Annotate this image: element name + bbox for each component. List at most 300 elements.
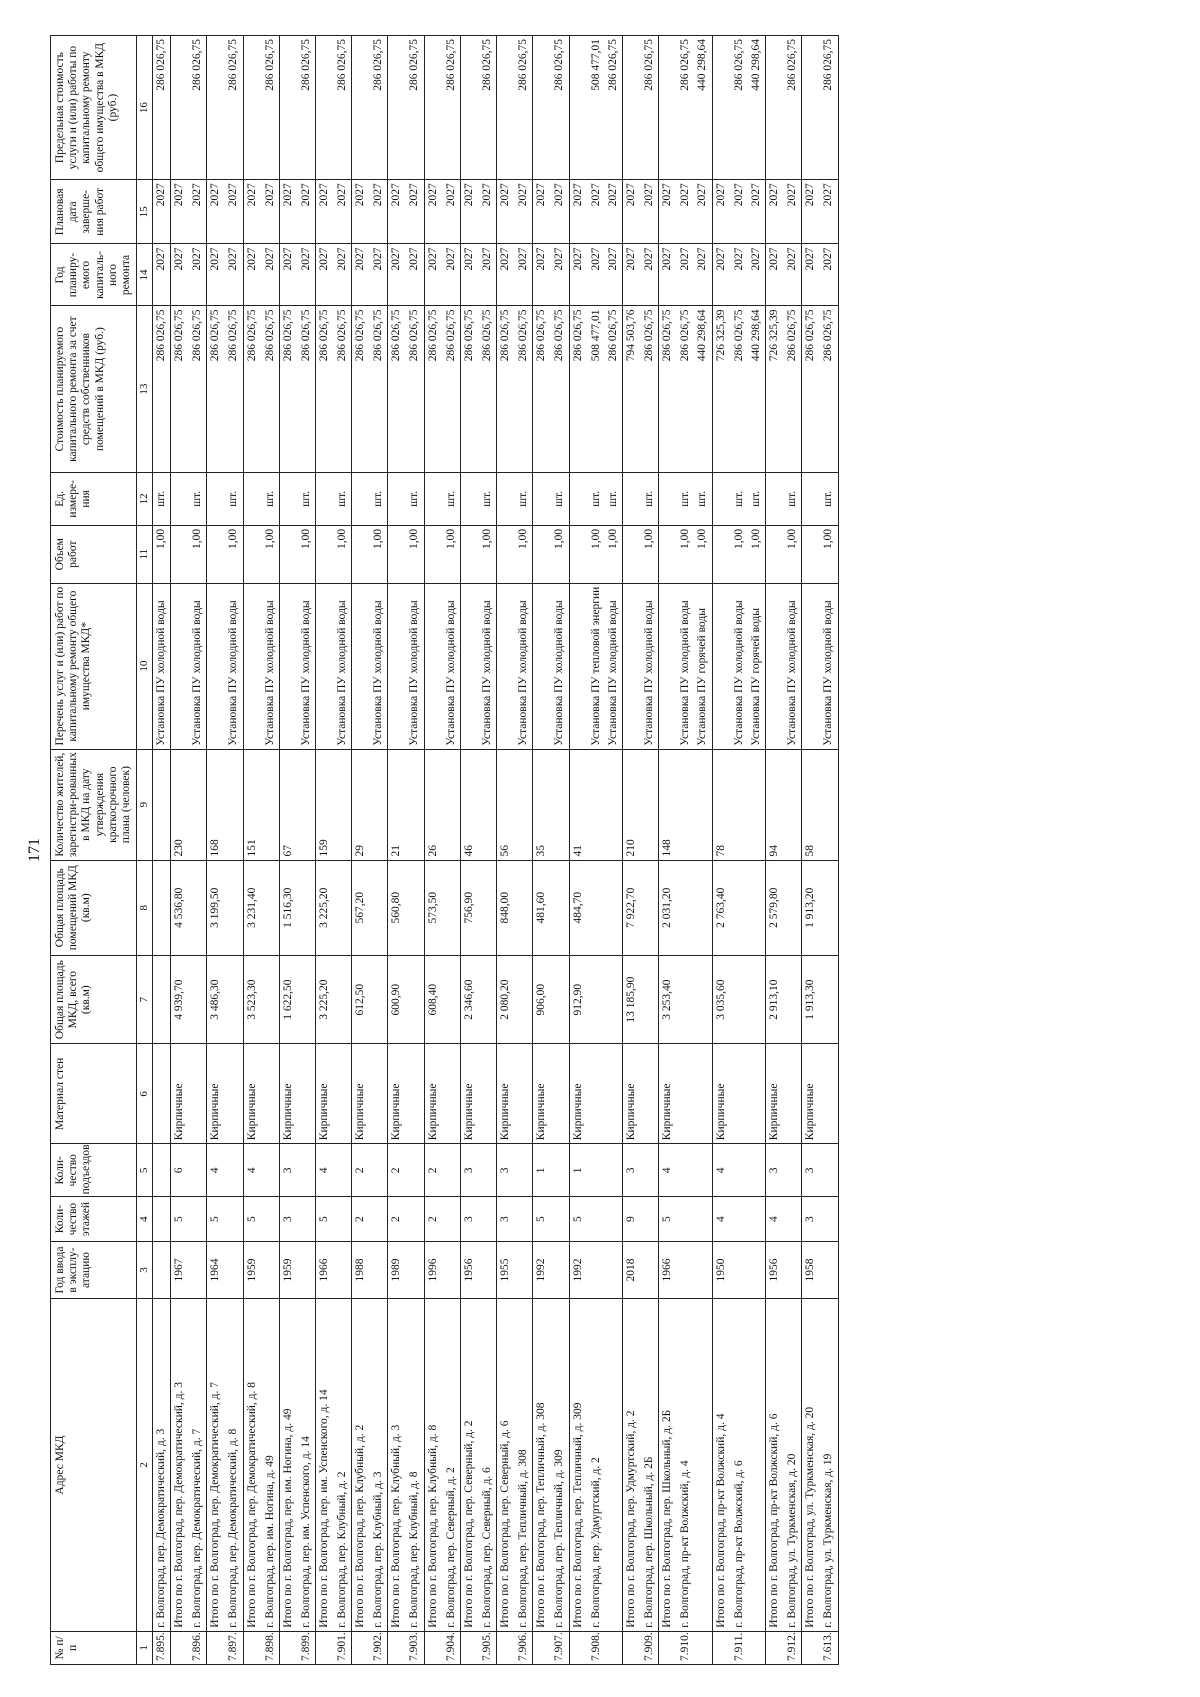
cell-entrances: 3 xyxy=(279,1144,298,1197)
column-header-3: Год ввода в эксплу-атацию xyxy=(51,1241,137,1299)
cell-entrances: 2 xyxy=(352,1144,371,1197)
cell-floors xyxy=(641,1197,659,1241)
cell-area-premises: 573,50 xyxy=(424,860,443,955)
cell-entrances: 1 xyxy=(569,1144,588,1197)
cell-unit xyxy=(802,472,821,525)
column-number-8: 8 xyxy=(137,860,153,955)
cell-work: Установка ПУ холодной воды xyxy=(605,583,623,749)
table-row xyxy=(605,36,623,1665)
cell-volume: 1,00 xyxy=(748,525,766,583)
cell-work: Установка ПУ холодной воды xyxy=(731,583,748,749)
cell-plan-year: 2027 xyxy=(189,244,207,306)
cell-residents xyxy=(784,749,802,860)
cell-area-total xyxy=(820,955,838,1044)
cell-residents: 78 xyxy=(712,749,731,860)
cell-end-date: 2027 xyxy=(152,180,170,244)
header-row xyxy=(51,36,137,1665)
cell-material xyxy=(605,1044,623,1144)
cell-plan-year: 2027 xyxy=(677,244,694,306)
column-number-16: 16 xyxy=(137,36,153,180)
cell-year: 1956 xyxy=(766,1241,785,1299)
total-row xyxy=(207,36,226,1665)
cell-limit: 286 026,75 xyxy=(370,36,388,180)
cell-address: Итого по г. Волгоград, пер. Северный, д. 2 xyxy=(460,1299,479,1631)
total-row xyxy=(243,36,262,1665)
cell-area-total xyxy=(262,955,280,1044)
cell-unit xyxy=(623,472,642,525)
cell-area-total xyxy=(479,955,497,1044)
cell-area-total xyxy=(515,955,533,1044)
cell-area-total xyxy=(298,955,316,1044)
cell-unit: шт. xyxy=(820,472,838,525)
cell-address: г. Волгоград, пер. Тепличный, д. 308 xyxy=(515,1299,533,1631)
cell-year: 1966 xyxy=(659,1241,678,1299)
cell-floors xyxy=(551,1197,569,1241)
cell-work xyxy=(279,583,298,749)
cell-unit xyxy=(207,472,226,525)
cell-residents: 56 xyxy=(497,749,516,860)
cell-entrances: 3 xyxy=(766,1144,785,1197)
cell-volume xyxy=(533,525,552,583)
table-row xyxy=(262,36,280,1665)
cell-plan-year: 2027 xyxy=(316,244,335,306)
column-number-3: 3 xyxy=(137,1241,153,1299)
cell-cost: 286 026,75 xyxy=(731,306,748,472)
cell-residents xyxy=(641,749,659,860)
cell-unit xyxy=(659,472,678,525)
column-number-12: 12 xyxy=(137,472,153,525)
cell-volume: 1,00 xyxy=(298,525,316,583)
cell-n xyxy=(533,1631,552,1664)
cell-residents: 168 xyxy=(207,749,226,860)
cell-cost: 286 026,75 xyxy=(316,306,335,472)
cell-area-total xyxy=(406,955,424,1044)
cell-limit: 286 026,75 xyxy=(551,36,569,180)
cell-unit: шт. xyxy=(694,472,712,525)
cell-volume xyxy=(316,525,335,583)
cell-year xyxy=(262,1241,280,1299)
cell-floors xyxy=(515,1197,533,1241)
cell-plan-year: 2027 xyxy=(802,244,821,306)
cell-cost: 286 026,75 xyxy=(820,306,838,472)
cell-year: 1992 xyxy=(569,1241,588,1299)
cell-end-date: 2027 xyxy=(171,180,190,244)
cell-address: Итого по г. Волгоград, пер. Тепличный, д. 308 xyxy=(533,1299,552,1631)
cell-entrances xyxy=(370,1144,388,1197)
cell-address xyxy=(748,1299,766,1631)
cell-floors: 4 xyxy=(712,1197,731,1241)
cell-n xyxy=(659,1631,678,1664)
cell-end-date: 2027 xyxy=(659,180,678,244)
cell-address: г. Волгоград, пер. Северный, д. 6 xyxy=(479,1299,497,1631)
cell-end-date: 2027 xyxy=(279,180,298,244)
cell-year xyxy=(370,1241,388,1299)
cell-area-premises: 848,00 xyxy=(497,860,516,955)
cell-area-premises xyxy=(694,860,712,955)
total-row xyxy=(424,36,443,1665)
cell-area-premises xyxy=(748,860,766,955)
cell-volume: 1,00 xyxy=(443,525,461,583)
cell-material: Кирпичные xyxy=(243,1044,262,1144)
cell-limit: 286 026,75 xyxy=(298,36,316,180)
cell-area-premises xyxy=(731,860,748,955)
cell-limit xyxy=(623,36,642,180)
cell-entrances: 6 xyxy=(171,1144,190,1197)
column-header-12: Ед. измере-ния xyxy=(51,472,137,525)
cell-material: Кирпичные xyxy=(533,1044,552,1144)
cell-plan-year: 2027 xyxy=(298,244,316,306)
cell-limit: 286 026,75 xyxy=(515,36,533,180)
cell-year xyxy=(479,1241,497,1299)
cell-n xyxy=(802,1631,821,1664)
cell-plan-year: 2027 xyxy=(497,244,516,306)
column-header-16: Предельная стоимость услуги и (или) работы по капитальному ремонту общего имущества в МКД (руб.) xyxy=(51,36,137,180)
cell-material xyxy=(588,1044,605,1144)
cell-work xyxy=(388,583,407,749)
cell-cost: 794 503,76 xyxy=(623,306,642,472)
cell-entrances: 2 xyxy=(424,1144,443,1197)
cell-material: Кирпичные xyxy=(569,1044,588,1144)
cell-plan-year: 2027 xyxy=(784,244,802,306)
cell-volume xyxy=(388,525,407,583)
cell-work: Установка ПУ холодной воды xyxy=(515,583,533,749)
table-body xyxy=(152,36,838,1665)
cell-area-total xyxy=(694,955,712,1044)
cell-floors: 2 xyxy=(388,1197,407,1241)
cell-floors: 2 xyxy=(352,1197,371,1241)
cell-cost: 726 325,39 xyxy=(712,306,731,472)
cell-volume: 1,00 xyxy=(588,525,605,583)
cell-entrances: 4 xyxy=(659,1144,678,1197)
cell-year: 1955 xyxy=(497,1241,516,1299)
cell-floors xyxy=(189,1197,207,1241)
cell-address: г. Волгоград, ул. Туркменская, д. 19 xyxy=(820,1299,838,1631)
cell-residents: 151 xyxy=(243,749,262,860)
cell-plan-year: 2027 xyxy=(731,244,748,306)
cell-residents: 58 xyxy=(802,749,821,860)
cell-n: 7.909. xyxy=(641,1631,659,1664)
cell-n xyxy=(497,1631,516,1664)
cell-unit: шт. xyxy=(152,472,170,525)
cell-limit xyxy=(497,36,516,180)
cell-area-total: 608,40 xyxy=(424,955,443,1044)
cell-material: Кирпичные xyxy=(388,1044,407,1144)
cell-cost: 286 026,75 xyxy=(677,306,694,472)
cell-limit: 286 026,75 xyxy=(225,36,243,180)
cell-n: 7.907. xyxy=(551,1631,569,1664)
total-row xyxy=(802,36,821,1665)
cell-residents: 46 xyxy=(460,749,479,860)
cell-end-date: 2027 xyxy=(533,180,552,244)
cell-address: г. Волгоград, пер. Тепличный, д. 309 xyxy=(551,1299,569,1631)
cell-residents xyxy=(677,749,694,860)
cell-area-total xyxy=(334,955,352,1044)
cell-unit: шт. xyxy=(370,472,388,525)
cell-material: Кирпичные xyxy=(766,1044,785,1144)
cell-n: 7.908. xyxy=(588,1631,605,1664)
cell-n: 7.898. xyxy=(262,1631,280,1664)
cell-year: 2018 xyxy=(623,1241,642,1299)
cell-unit: шт. xyxy=(731,472,748,525)
cell-address: г. Волгоград, пер. Клубный, д. 3 xyxy=(370,1299,388,1631)
cell-floors: 3 xyxy=(802,1197,821,1241)
cell-area-total: 612,50 xyxy=(352,955,371,1044)
cell-floors xyxy=(784,1197,802,1241)
cell-area-total: 2 913,10 xyxy=(766,955,785,1044)
cell-year: 1989 xyxy=(388,1241,407,1299)
column-header-4: Коли-чество этажей xyxy=(51,1197,137,1241)
table-row xyxy=(588,36,605,1665)
cell-n xyxy=(171,1631,190,1664)
cell-material xyxy=(189,1044,207,1144)
cell-plan-year: 2027 xyxy=(460,244,479,306)
cell-material: Кирпичные xyxy=(659,1044,678,1144)
total-row xyxy=(497,36,516,1665)
cell-volume: 1,00 xyxy=(605,525,623,583)
cell-floors: 5 xyxy=(316,1197,335,1241)
cell-work xyxy=(802,583,821,749)
cell-area-premises xyxy=(588,860,605,955)
cell-work: Установка ПУ холодной воды xyxy=(262,583,280,749)
cell-volume: 1,00 xyxy=(225,525,243,583)
cell-end-date: 2027 xyxy=(802,180,821,244)
cell-unit: шт. xyxy=(298,472,316,525)
cell-cost: 286 026,75 xyxy=(605,306,623,472)
cell-area-total: 3 253,40 xyxy=(659,955,678,1044)
cell-cost: 286 026,75 xyxy=(641,306,659,472)
cell-volume xyxy=(460,525,479,583)
cell-cost: 286 026,75 xyxy=(225,306,243,472)
table-row xyxy=(152,36,170,1665)
cell-work: Установка ПУ горячей воды xyxy=(694,583,712,749)
cell-end-date: 2027 xyxy=(588,180,605,244)
cell-work xyxy=(712,583,731,749)
cell-end-date: 2027 xyxy=(748,180,766,244)
cell-n xyxy=(605,1631,623,1664)
cell-work: Установка ПУ холодной воды xyxy=(443,583,461,749)
cell-address: Итого по г. Волгоград, пер. Школьный, д. 2Б xyxy=(659,1299,678,1631)
cell-n: 7.901. xyxy=(334,1631,352,1664)
cell-cost: 286 026,75 xyxy=(424,306,443,472)
column-number-15: 15 xyxy=(137,180,153,244)
cell-address: Итого по г. Волгоград, пер. Демократический, д. 8 xyxy=(243,1299,262,1631)
cell-volume xyxy=(171,525,190,583)
column-header-15: Плановая дата заверше-ния работ xyxy=(51,180,137,244)
cell-unit: шт. xyxy=(784,472,802,525)
cell-floors xyxy=(262,1197,280,1241)
cell-limit: 286 026,75 xyxy=(605,36,623,180)
column-number-4: 4 xyxy=(137,1197,153,1241)
cell-end-date: 2027 xyxy=(388,180,407,244)
cell-cost: 286 026,75 xyxy=(388,306,407,472)
cell-material xyxy=(443,1044,461,1144)
cell-area-total: 2 346,60 xyxy=(460,955,479,1044)
cell-cost: 286 026,75 xyxy=(406,306,424,472)
cell-cost: 286 026,75 xyxy=(370,306,388,472)
total-row xyxy=(712,36,731,1665)
cell-residents xyxy=(406,749,424,860)
cell-unit xyxy=(243,472,262,525)
cell-unit: шт. xyxy=(189,472,207,525)
cell-n: 7.904. xyxy=(443,1631,461,1664)
cell-address: Итого по г. Волгоград, пер. Тепличный, д. 309 xyxy=(569,1299,588,1631)
cell-work xyxy=(316,583,335,749)
cell-work xyxy=(623,583,642,749)
cell-address xyxy=(694,1299,712,1631)
cell-area-premises: 7 922,70 xyxy=(623,860,642,955)
cell-floors: 5 xyxy=(171,1197,190,1241)
table-row xyxy=(694,36,712,1665)
cell-cost: 726 325,39 xyxy=(766,306,785,472)
table-row xyxy=(443,36,461,1665)
cell-volume: 1,00 xyxy=(152,525,170,583)
cell-plan-year: 2027 xyxy=(279,244,298,306)
cell-work xyxy=(243,583,262,749)
cell-address: г. Волгоград, пер. Клубный, д. 8 xyxy=(406,1299,424,1631)
cell-plan-year: 2027 xyxy=(641,244,659,306)
cell-address: Итого по г. Волгоград, пер. Удмуртский, д. 2 xyxy=(623,1299,642,1631)
cell-unit: шт. xyxy=(605,472,623,525)
cell-cost: 286 026,75 xyxy=(551,306,569,472)
cell-end-date: 2027 xyxy=(694,180,712,244)
cell-area-premises: 3 199,50 xyxy=(207,860,226,955)
cell-n xyxy=(569,1631,588,1664)
cell-work: Установка ПУ холодной воды xyxy=(479,583,497,749)
cell-volume xyxy=(424,525,443,583)
cell-plan-year: 2027 xyxy=(388,244,407,306)
cell-work: Установка ПУ холодной воды xyxy=(551,583,569,749)
cell-volume: 1,00 xyxy=(677,525,694,583)
cell-floors xyxy=(152,1197,170,1241)
cell-cost: 286 026,75 xyxy=(189,306,207,472)
cell-year: 1959 xyxy=(279,1241,298,1299)
cell-year xyxy=(784,1241,802,1299)
cell-volume xyxy=(569,525,588,583)
cell-area-total: 1 622,50 xyxy=(279,955,298,1044)
cell-volume: 1,00 xyxy=(406,525,424,583)
table-row xyxy=(551,36,569,1665)
cell-n xyxy=(766,1631,785,1664)
cell-area-premises xyxy=(515,860,533,955)
cell-entrances xyxy=(820,1144,838,1197)
cell-area-total xyxy=(370,955,388,1044)
cell-unit: шт. xyxy=(677,472,694,525)
cell-limit: 286 026,75 xyxy=(152,36,170,180)
cell-address: г. Волгоград, пер. Удмуртский, д. 2 xyxy=(588,1299,605,1631)
cell-material: Кирпичные xyxy=(802,1044,821,1144)
cell-cost: 286 026,75 xyxy=(207,306,226,472)
cell-plan-year: 2027 xyxy=(551,244,569,306)
column-number-11: 11 xyxy=(137,525,153,583)
cell-residents: 29 xyxy=(352,749,371,860)
cell-end-date: 2027 xyxy=(515,180,533,244)
cell-volume: 1,00 xyxy=(641,525,659,583)
column-header-10: Перечень услуг и (или) работ по капитальному ремонту общего имущества МКД* xyxy=(51,583,137,749)
cell-address: г. Волгоград, пер. Северный, д. 2 xyxy=(443,1299,461,1631)
cell-address: Итого по г. Волгоград, пер. Клубный, д. 8 xyxy=(424,1299,443,1631)
cell-area-premises xyxy=(406,860,424,955)
cell-entrances xyxy=(731,1144,748,1197)
cell-area-premises: 2 763,40 xyxy=(712,860,731,955)
cell-work: Установка ПУ холодной воды xyxy=(152,583,170,749)
cell-area-premises xyxy=(551,860,569,955)
total-row xyxy=(352,36,371,1665)
cell-entrances xyxy=(515,1144,533,1197)
cell-n xyxy=(623,1631,642,1664)
cell-entrances: 4 xyxy=(243,1144,262,1197)
cell-volume: 1,00 xyxy=(262,525,280,583)
cell-limit: 440 298,64 xyxy=(694,36,712,180)
total-row xyxy=(766,36,785,1665)
cell-residents: 230 xyxy=(171,749,190,860)
cell-residents xyxy=(820,749,838,860)
cell-address xyxy=(605,1299,623,1631)
cell-unit: шт. xyxy=(262,472,280,525)
cell-entrances xyxy=(748,1144,766,1197)
cell-work xyxy=(497,583,516,749)
cell-year xyxy=(406,1241,424,1299)
cell-cost: 286 026,75 xyxy=(152,306,170,472)
cell-material: Кирпичные xyxy=(171,1044,190,1144)
table-row xyxy=(189,36,207,1665)
cell-limit: 286 026,75 xyxy=(406,36,424,180)
cell-unit: шт. xyxy=(748,472,766,525)
cell-end-date: 2027 xyxy=(460,180,479,244)
cell-area-total xyxy=(189,955,207,1044)
cell-volume: 1,00 xyxy=(694,525,712,583)
cell-material: Кирпичные xyxy=(460,1044,479,1144)
cell-n: 7.613. xyxy=(820,1631,838,1664)
cell-cost: 286 026,75 xyxy=(784,306,802,472)
cell-limit: 286 026,75 xyxy=(677,36,694,180)
cell-limit: 286 026,75 xyxy=(189,36,207,180)
cell-limit xyxy=(802,36,821,180)
cell-n: 7.895. xyxy=(152,1631,170,1664)
cell-plan-year: 2027 xyxy=(515,244,533,306)
column-header-1: № п/п xyxy=(51,1631,137,1664)
cell-cost: 286 026,75 xyxy=(569,306,588,472)
cell-plan-year: 2027 xyxy=(820,244,838,306)
cell-limit xyxy=(207,36,226,180)
cell-end-date: 2027 xyxy=(334,180,352,244)
column-header-8: Общая площадь помещений МКД (кв.м) xyxy=(51,860,137,955)
cell-residents xyxy=(370,749,388,860)
cell-limit xyxy=(316,36,335,180)
total-row xyxy=(569,36,588,1665)
cell-area-premises xyxy=(370,860,388,955)
cell-cost: 286 026,75 xyxy=(334,306,352,472)
cell-end-date: 2027 xyxy=(677,180,694,244)
cell-residents: 159 xyxy=(316,749,335,860)
cell-n: 7.905. xyxy=(479,1631,497,1664)
cell-material xyxy=(731,1044,748,1144)
cell-area-total: 1 913,30 xyxy=(802,955,821,1044)
cell-volume: 1,00 xyxy=(551,525,569,583)
cell-entrances xyxy=(152,1144,170,1197)
cell-entrances: 1 xyxy=(533,1144,552,1197)
cell-area-premises xyxy=(820,860,838,955)
cell-area-total: 3 486,30 xyxy=(207,955,226,1044)
table-row xyxy=(515,36,533,1665)
cell-end-date: 2027 xyxy=(623,180,642,244)
cell-year: 1967 xyxy=(171,1241,190,1299)
cell-end-date: 2027 xyxy=(766,180,785,244)
cell-floors xyxy=(334,1197,352,1241)
cell-limit xyxy=(659,36,678,180)
table-header xyxy=(51,36,153,1665)
table-row xyxy=(479,36,497,1665)
cell-n xyxy=(748,1631,766,1664)
